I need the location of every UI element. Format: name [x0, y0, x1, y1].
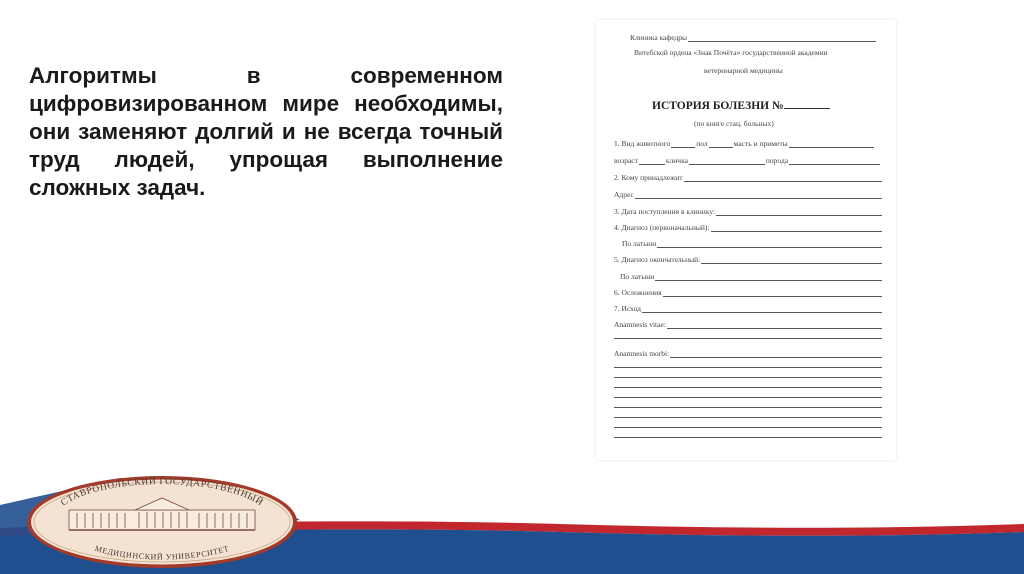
anamnesis-morbi-label: Anamnesis morbi: [614, 349, 670, 358]
nickname-label: кличка [665, 156, 688, 165]
clinic-label: Клиника кафедры [630, 33, 688, 42]
university-logo [25, 474, 299, 570]
final-diagnosis-label: 5. Диагноз окончательный: [614, 255, 701, 264]
latin-label-1: По латыни [622, 239, 657, 248]
slide-body-text: Алгоритмы в современном цифровизированном мире необходимы, они заменяют долгий и не всегда точный труд людей, упрощая выполнение сложных задач. [29, 63, 503, 200]
animal-type-label: 1. Вид животного [614, 139, 671, 148]
breed-label: порода [765, 156, 789, 165]
age-label: возраст [614, 156, 638, 165]
logo-bottom-text: МЕДИЦИНСКИЙ УНИВЕРСИТЕТ [93, 543, 231, 562]
sex-label: пол [696, 139, 708, 148]
admission-date-label: 3. Дата поступления в клинику: [614, 207, 716, 216]
logo-top-text: СТАВРОПОЛЬСКИЙ ГОСУДАРСТВЕННЫЙ [59, 476, 265, 509]
initial-diagnosis-label: 4. Диагноз (первоначальный): [614, 223, 710, 232]
anamnesis-vitae-label: Anamnesis vitae: [614, 320, 666, 329]
owner-label: 2. Кому принадлежит [614, 173, 683, 182]
latin-label-2: По латыни [620, 272, 655, 281]
complications-label: 6. Осложнения [614, 288, 662, 297]
color-label: масть и приметы [733, 139, 788, 148]
outcome-label: 7. Исход [614, 304, 641, 313]
form-subtitle: (по книге стац. больных) [694, 119, 774, 128]
address-label: Адрес [614, 190, 634, 199]
academy-line-1: Витебской ордена «Знак Почёта» государственной академии [634, 48, 828, 57]
academy-line-2: ветеринарной медицины [704, 66, 783, 75]
form-title: ИСТОРИЯ БОЛЕЗНИ № [652, 100, 784, 112]
